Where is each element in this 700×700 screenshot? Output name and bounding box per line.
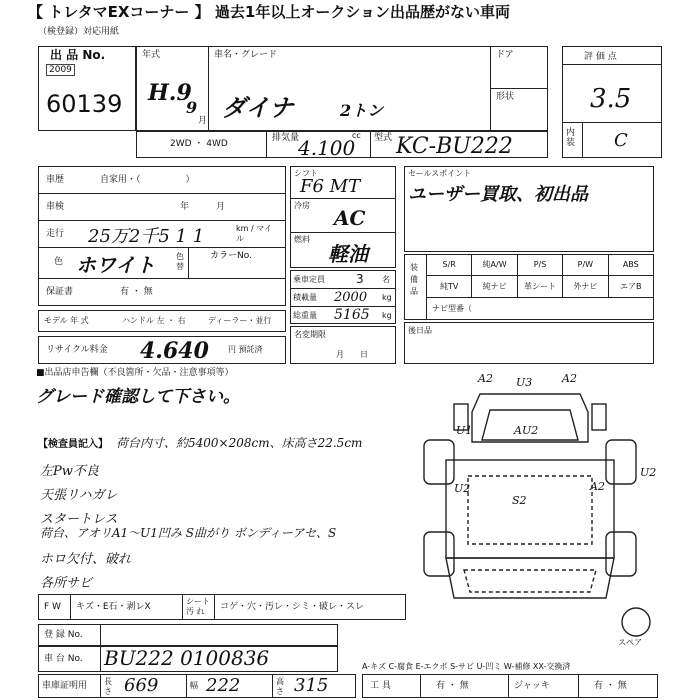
mark-u2-left-bed: U2 <box>454 482 471 495</box>
capacity-label: 乗車定員 <box>293 275 325 284</box>
lot-year: 2009 <box>46 64 75 76</box>
shape-label: 形状 <box>496 92 515 102</box>
lot-label: 出 品 No. <box>50 48 106 62</box>
warranty-value: 有 ・ 無 <box>120 287 153 297</box>
equip-item: エアB <box>609 276 654 298</box>
fw-items: キズ・E石・剥レX <box>76 602 151 612</box>
truck-diagram <box>410 372 666 652</box>
shaken-value: 年 月 <box>180 202 226 212</box>
color-swap-label: 色替 <box>176 252 184 271</box>
mark-au2-cab: AU2 <box>514 424 539 437</box>
gross-label: 総重量 <box>293 311 317 320</box>
month-value: 9 <box>186 98 198 117</box>
sub-note: （検登録）対応用紙 <box>38 27 120 37</box>
history-label: 車歴 <box>46 175 65 185</box>
jack-value: 有 ・ 無 <box>594 681 627 691</box>
inspector-line5: 荷台、アオリA1～U1凹み S曲がり ボンディーアセ、S <box>40 526 337 540</box>
tailgate <box>464 570 596 592</box>
regdate-value: 月 日 <box>336 350 368 359</box>
recycle-value: 4.640 <box>140 338 209 364</box>
inspector-line2: 左Pw不良 <box>40 464 99 479</box>
load-value: 2000 <box>334 290 368 305</box>
equip-item: ABS <box>609 254 654 276</box>
regdate-label: 名変期限 <box>294 330 326 339</box>
equip-grid <box>427 254 654 298</box>
mark-u2-right: U2 <box>640 466 657 479</box>
mileage-unit: km / マイル <box>236 224 273 243</box>
chassis-value: BU222 0100836 <box>104 646 270 670</box>
ac-value: AC <box>334 206 366 230</box>
right-mirror <box>592 404 606 430</box>
score-label: 評 価 点 <box>584 52 617 62</box>
fuel-value: 軽油 <box>328 242 368 266</box>
dealer-label: ディーラー・並行 <box>208 316 272 325</box>
gross-unit: kg <box>382 311 392 320</box>
cert-label: 車庫証明用 <box>42 681 88 691</box>
inspector-line4: スタートレス <box>40 512 118 527</box>
equip-item: 純ナビ <box>472 276 517 298</box>
inspector-label: 【検査員記入】 <box>38 439 108 450</box>
equip-item: 外ナビ <box>563 276 608 298</box>
month-unit: 月 <box>198 116 208 126</box>
reg-label: 登 録 No. <box>44 630 83 640</box>
load-label: 積載量 <box>293 293 317 302</box>
chassis-label: 車 台 No. <box>44 654 83 664</box>
score-value: 3.5 <box>590 84 632 114</box>
inspector-line6: ホロ欠付、破れ <box>40 552 132 567</box>
remarks-label: ■出品店申告欄（不良箇所・欠品・注意事項等） <box>36 368 234 378</box>
door-label: ドア <box>496 50 514 60</box>
ac-label: 冷房 <box>294 201 310 210</box>
mark-a2-top-left: A2 <box>478 372 493 385</box>
front-right-wheel <box>606 440 636 484</box>
equip-item: 純TV <box>427 276 472 298</box>
mark-a2-right: A2 <box>590 480 605 493</box>
type-value: KC-BU222 <box>396 134 513 159</box>
mileage-label: 走行 <box>46 229 65 239</box>
navi-label: ナビ型番（ <box>432 304 472 313</box>
bed-inner <box>468 476 592 544</box>
shift-value: F6 MT <box>300 176 361 197</box>
shift-label: シフト <box>294 169 318 178</box>
tools-label: 工 具 <box>370 681 391 691</box>
colorno-label: カラーNo. <box>210 251 252 261</box>
disp-label: 排気量 <box>272 133 300 143</box>
mark-u3-top: U3 <box>516 376 533 389</box>
bed-outline <box>446 460 614 558</box>
history-value: 自家用・（ ） <box>100 175 195 185</box>
color-value: ホワイト <box>76 253 156 277</box>
recycle-unit: 円 預託済 <box>228 345 263 354</box>
equip-item: P/W <box>563 254 608 276</box>
seat-label: シート 汚 れ <box>186 597 210 616</box>
drive-label: 2WD ・ 4WD <box>170 139 228 149</box>
load-unit: kg <box>382 293 392 302</box>
rear-left-wheel <box>424 532 454 576</box>
front-left-wheel <box>424 440 454 484</box>
extra-label: 後日品 <box>408 326 432 335</box>
inspector-line1: 荷台内寸、約5400×208cm、床高さ22.5cm <box>116 436 363 450</box>
fw-label: F W <box>44 602 61 612</box>
inspector-line7: 各所サビ <box>40 576 93 591</box>
width-value: 222 <box>206 675 241 696</box>
year-value: H.9 <box>148 80 192 106</box>
warranty-label: 保証書 <box>46 287 74 297</box>
handle-label: ハンドル 左 ・ 右 <box>122 316 186 325</box>
equip-item: 純A/W <box>472 254 517 276</box>
interior-value: C <box>614 130 628 151</box>
model-row-label: モデル 年 式 <box>44 316 89 325</box>
model-value: ダイナ <box>222 93 294 122</box>
inspector-line3: 天張リハガレ <box>40 488 118 503</box>
type-label: 型式 <box>374 133 393 143</box>
recycle-label: リサイクル料金 <box>46 345 108 355</box>
lot-number: 60139 <box>46 90 123 118</box>
remarks-value: グレード確認して下さい。 <box>36 387 240 407</box>
rear-right-wheel <box>606 532 636 576</box>
width-label: 幅 <box>190 681 198 690</box>
equip-item: P/S <box>518 254 563 276</box>
mark-u1-left: U1 <box>456 424 473 437</box>
legend: A-キズ C-腐食 E-エクボ S-サビ U-凹ミ W-補修 XX-交換済 <box>362 662 571 671</box>
jack-label: ジャッキ <box>514 681 550 691</box>
spare-tire <box>622 608 650 636</box>
capacity-value: 3 <box>356 272 364 286</box>
extra-box <box>404 322 654 364</box>
height-label: 高さ <box>276 677 284 696</box>
mileage-value: 25万2千5 1 1 <box>88 226 205 247</box>
equip-item: S/R <box>427 254 472 276</box>
model-label: 車名・グレード <box>214 50 278 60</box>
equip-item: 革シート <box>518 276 563 298</box>
tools-value: 有 ・ 無 <box>436 681 469 691</box>
reg-box <box>38 624 338 646</box>
sales-value: ユーザー買取、初出品 <box>408 184 588 205</box>
interior-label: 内装 <box>566 128 576 148</box>
seat-items: コゲ・穴・汚レ・シミ・破レ・スレ <box>220 602 365 612</box>
model-sub: 2トン <box>340 101 384 120</box>
year-label: 年式 <box>142 50 161 60</box>
capacity-unit: 名 <box>382 275 390 284</box>
mark-s2-bed: S2 <box>512 494 527 507</box>
sales-label: セールスポイント <box>408 169 472 178</box>
spare-label: スペア <box>618 638 642 647</box>
len-value: 669 <box>124 675 159 696</box>
gross-value: 5165 <box>334 307 370 323</box>
header-title: 【 トレタマEXコーナー 】 過去1年以上オークション出品歴がない車両 <box>28 3 511 21</box>
len-label: 長さ <box>104 677 112 696</box>
disp-value: 4.100 <box>298 136 356 160</box>
height-value: 315 <box>294 675 329 696</box>
fuel-label: 燃料 <box>294 235 310 244</box>
equip-label: 装備品 <box>410 263 418 296</box>
shaken-label: 車検 <box>46 202 65 212</box>
mark-a2-top-right: A2 <box>562 372 577 385</box>
color-label: 色 <box>54 257 64 267</box>
disp-unit: cc <box>352 131 361 140</box>
